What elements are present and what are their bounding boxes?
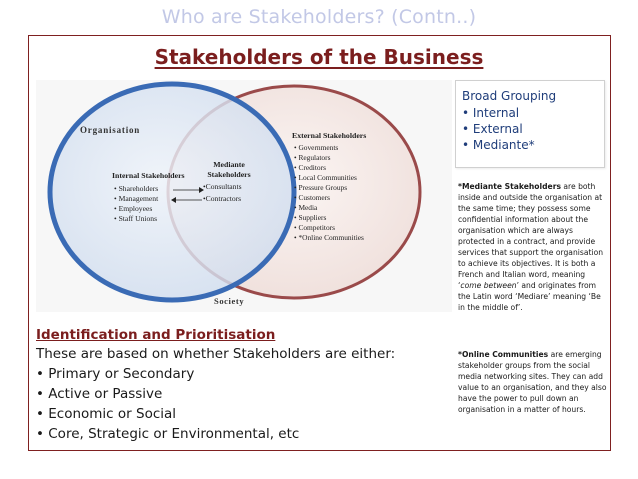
mediante-item-contractors: •Contractors xyxy=(203,194,242,203)
organisation-circle xyxy=(50,84,294,300)
mediante-note xyxy=(458,181,608,313)
society-label: Society xyxy=(214,296,245,306)
mediante-heading-line1: Mediante xyxy=(213,160,245,169)
internal-item-management: • Management xyxy=(114,194,159,203)
identification-item: • Primary or Secondary xyxy=(36,366,195,382)
slide-title: Who are Stakeholders? (Contn..) xyxy=(161,6,477,28)
online-communities-note xyxy=(458,349,608,415)
identification-intro: These are based on whether Stakeholders are either: xyxy=(36,346,396,362)
external-item: • Regulators xyxy=(294,153,331,162)
external-item: • Customers xyxy=(294,193,331,202)
identification-item: • Core, Strategic or Environmental, etc xyxy=(36,426,300,442)
online-note-term: *Online Communities xyxy=(458,350,549,359)
identification-section xyxy=(36,327,446,444)
internal-item-shareholders: • Shareholders xyxy=(114,184,159,193)
external-item: • Creditors xyxy=(294,163,326,172)
broad-grouping-title: Broad Grouping xyxy=(462,89,557,103)
internal-heading: Internal Stakeholders xyxy=(112,171,185,180)
broad-grouping-box xyxy=(455,80,605,168)
stakeholder-venn-diagram xyxy=(36,80,452,312)
mediante-item-consultants: •Consultants xyxy=(203,182,242,191)
identification-item: • Active or Passive xyxy=(36,386,163,402)
mediante-note-text: are both inside and outside the organisation at the same time; they possess some confidential information about the organisation which are always protected in a contract, and provide services that support the organisation to achieve its objectives. It is both a French and Italian word, meaning ‘ xyxy=(458,182,604,290)
external-item: • Governments xyxy=(294,143,339,152)
mediante-note-term: *Mediante Stakeholders xyxy=(458,182,561,191)
online-note-text: are emerging stakeholder groups from the social media networking sites. They can add value to an organisation, and they also have the power to pull down an organisation in a matter of hours. xyxy=(458,350,607,414)
external-item: • Media xyxy=(294,203,318,212)
internal-item-staff-unions: • Staff Unions xyxy=(114,214,158,223)
organisation-label: Organisation xyxy=(80,125,141,135)
external-item: • Local Communities xyxy=(294,173,357,182)
external-item: • *Online Communities xyxy=(294,233,364,242)
identification-title: Identification and Prioritisation xyxy=(36,327,276,343)
external-item: • Pressure Groups xyxy=(294,183,348,192)
external-item: • Suppliers xyxy=(294,213,327,222)
mediante-note-italic: come between xyxy=(460,281,517,290)
broad-grouping-item: • Internal xyxy=(462,106,520,120)
external-item: • Competitors xyxy=(294,223,335,232)
mediante-note-text-end: ’ and originates from the Latin word ‘Mediare’ meaning ‘Be in the middle of’. xyxy=(458,281,601,312)
mediante-heading-line2: Stakeholders xyxy=(207,170,251,179)
internal-item-employees: • Employees xyxy=(114,204,153,213)
broad-grouping-item: • Mediante* xyxy=(462,138,535,152)
broad-grouping-item: • External xyxy=(462,122,523,136)
external-heading: External Stakeholders xyxy=(292,131,367,140)
slide-subtitle: Stakeholders of the Business xyxy=(154,45,484,69)
identification-item: • Economic or Social xyxy=(36,406,177,422)
